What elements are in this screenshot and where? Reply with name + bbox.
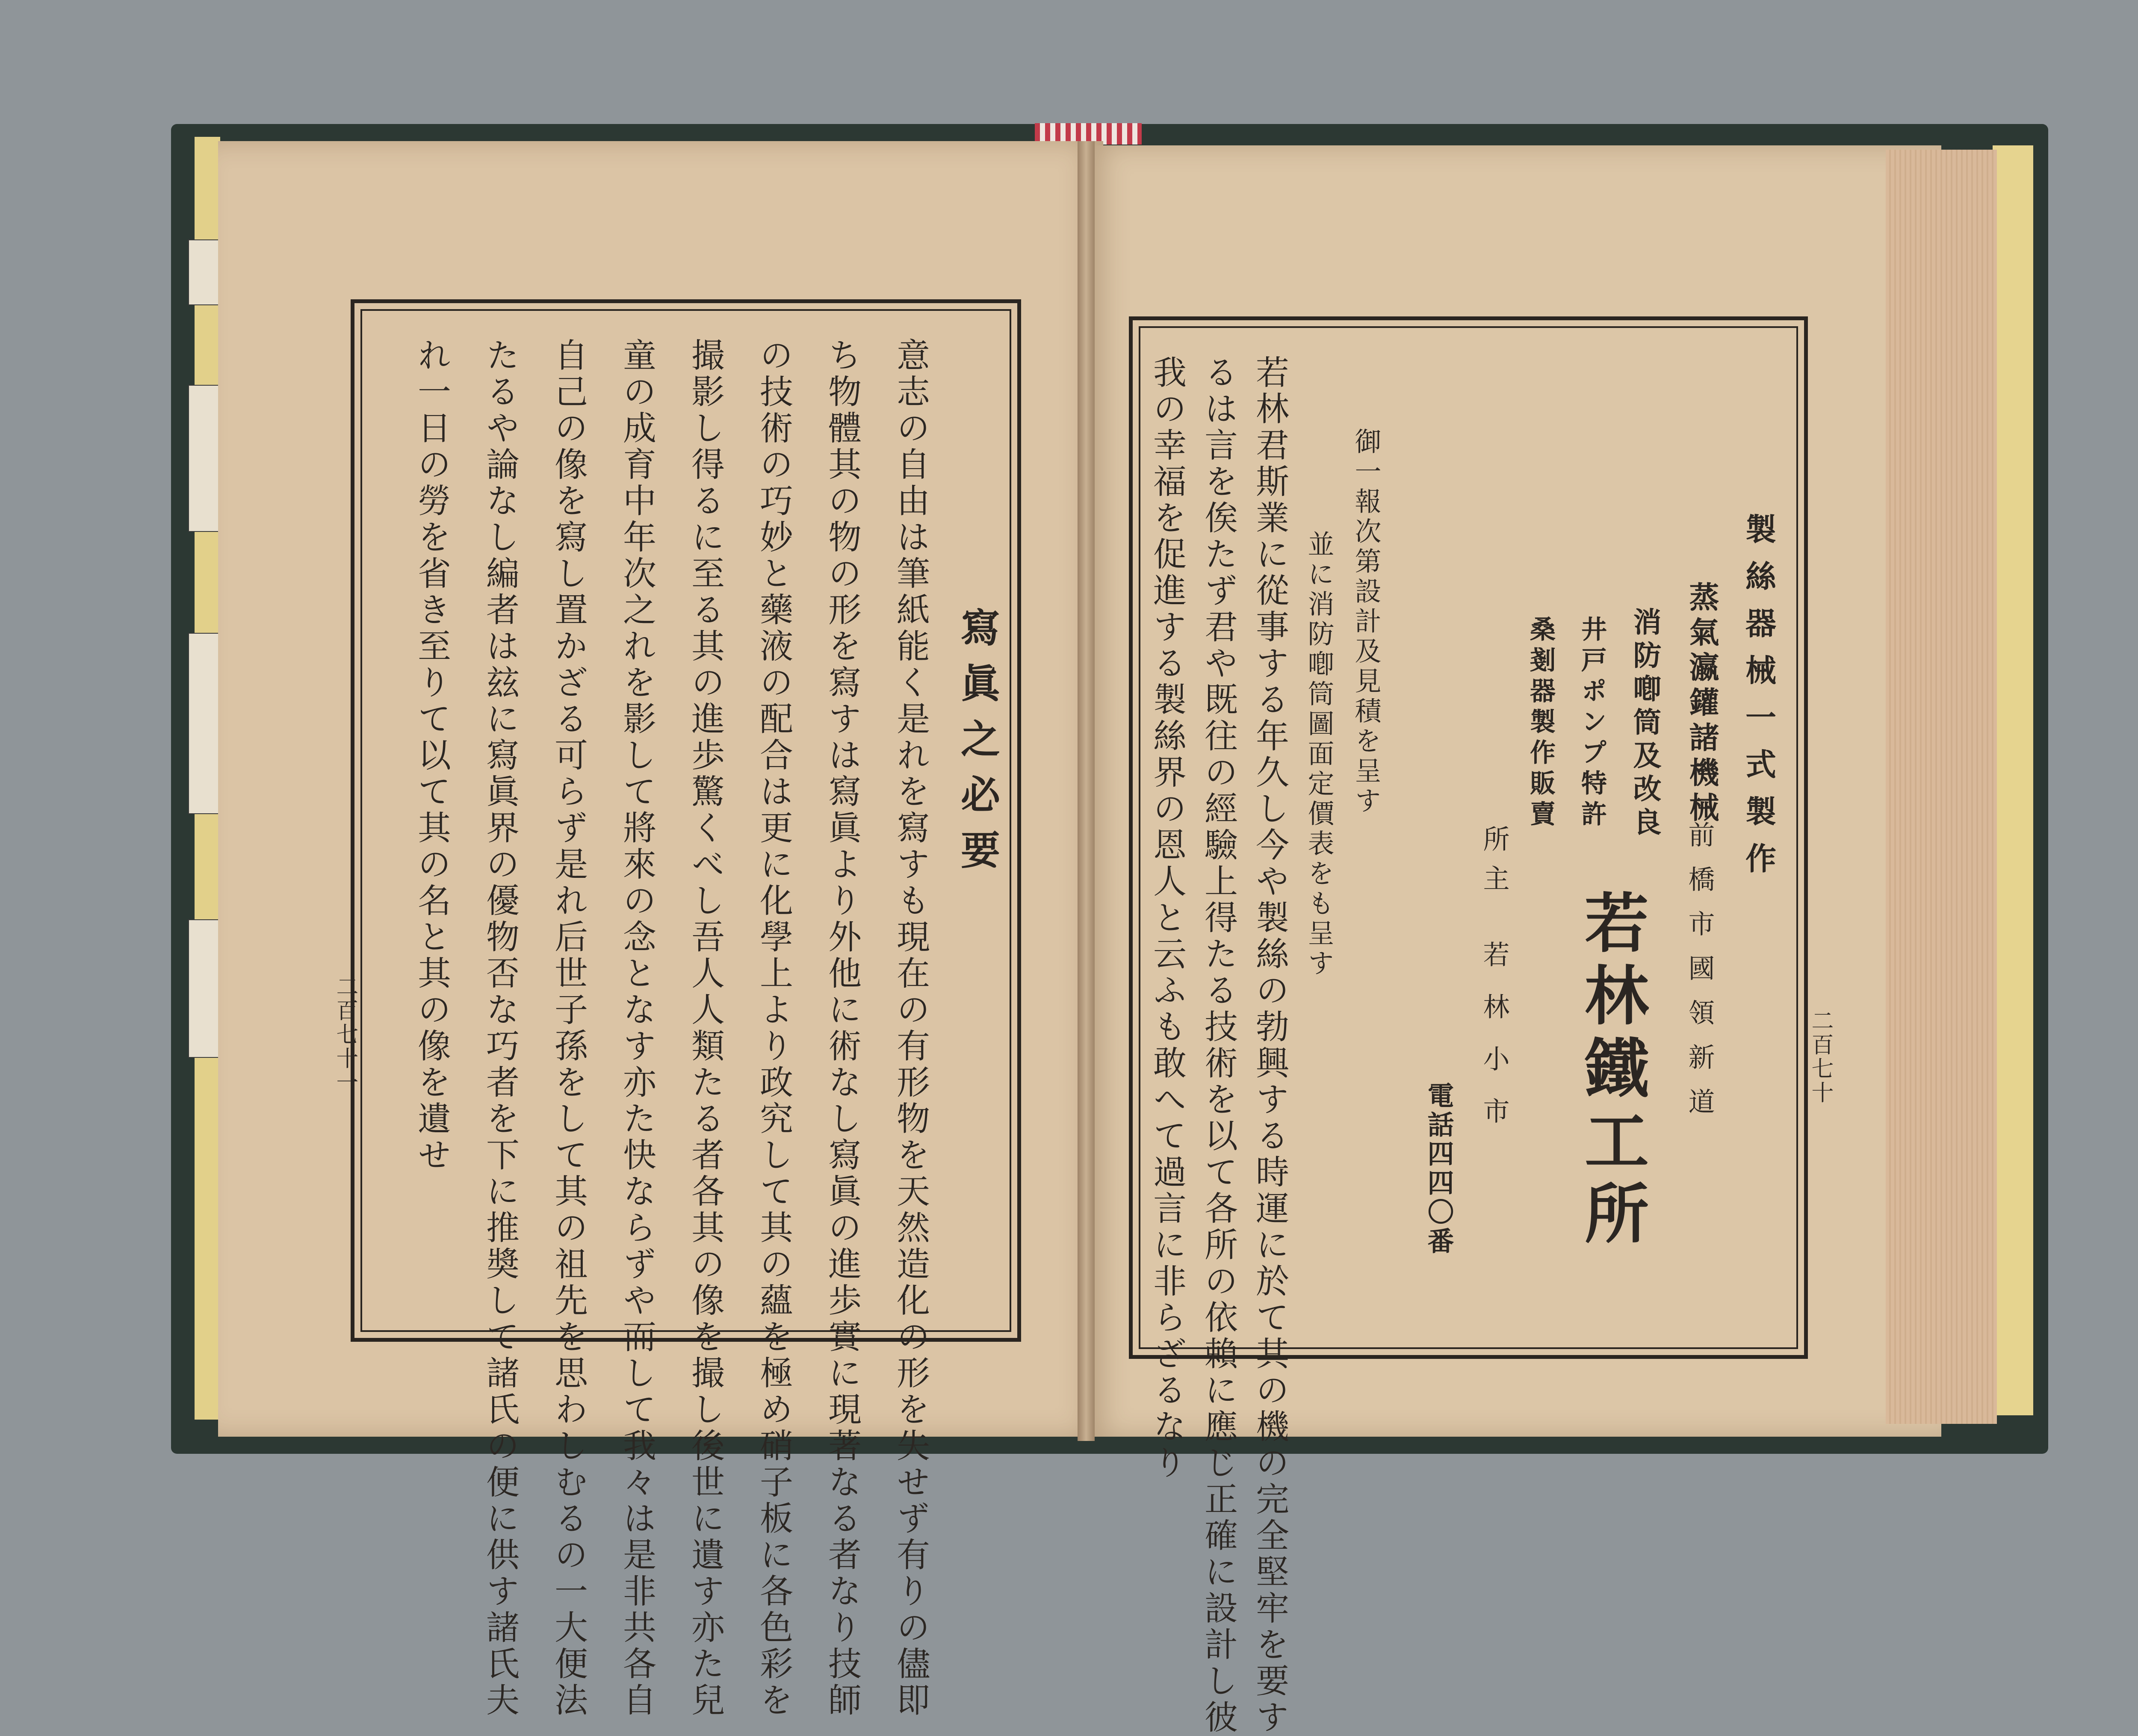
- body-column: 我の幸福を促進する製絲界の恩人と云ふも敢へて過言に非らざるなり: [1148, 355, 1186, 1482]
- section-heading: 寫眞之必要: [954, 607, 1001, 885]
- page-number-right: 二百七十: [1807, 1009, 1833, 1105]
- body-column: 若林君斯業に從事する年久し今や製絲の勃興する時運に於て其の機の完全堅牢を要す: [1250, 355, 1289, 1736]
- fore-edge: [1886, 150, 1997, 1424]
- product-line: 井戸ポンプ特許: [1577, 616, 1607, 831]
- page-tab: [188, 385, 222, 532]
- body-column: 撮影し得るに至る其の進歩驚くべし吾人人類たる者各其の像を撮し後世に遺す亦た兒: [686, 338, 724, 1719]
- page-number-left: 二百七十一: [332, 975, 358, 1095]
- page-tab: [188, 239, 222, 305]
- company-address: 前橋市國領新道: [1684, 821, 1715, 1132]
- owner-name: 若林小市: [1479, 941, 1510, 1149]
- body-column: の技術の巧妙と藥液の配合は更に化學上より政究して其の蘊を極め硝子板に各色彩を: [754, 338, 793, 1719]
- body-column: たるや論なし編者は玆に寫眞界の優物否な巧者を下に推奬して諸氏の便に供す諸氏夫: [481, 338, 519, 1719]
- product-line: 消防喞筒及改良: [1628, 607, 1662, 841]
- body-column: 自己の像を寫し置かざる可らず是れ后世子孫をして其の祖先を思わしむるの一大便法: [549, 338, 588, 1719]
- page-edge-right: [1993, 145, 2033, 1415]
- body-column: 童の成育中年次之れを影して將來の念となす亦た快ならずや而して我々は是非共各自: [617, 338, 656, 1719]
- product-line: 蒸氣瀛鑵諸機械: [1684, 582, 1720, 827]
- page-tab: [188, 919, 222, 1058]
- body-column: ち物體其の物の形を寫すは寫眞より外他に術なし寫眞の進歩實に現著なる者なり技師: [823, 338, 861, 1719]
- company-phone: 電話四四〇番: [1423, 1082, 1454, 1256]
- page-tab: [188, 633, 222, 814]
- notice-line: 御一報次第設計及見積を呈す: [1350, 428, 1382, 817]
- body-column: れ一日の勞を省き至りて以て其の名と其の像を遺せ: [412, 338, 451, 1174]
- company-name: 若林鐵工所: [1574, 889, 1649, 1253]
- product-line: 製絲器械一式製作: [1740, 513, 1777, 889]
- owner-label: 所主: [1479, 825, 1510, 904]
- notice-line: 並に消防喞筒圖面定價表をも呈す: [1303, 530, 1335, 979]
- body-column: 意志の自由は筆紙能く是れを寫すも現在の有形物を天然造化の形を失せず有りの儘即: [891, 338, 930, 1719]
- book-gutter: [1078, 141, 1095, 1441]
- product-line: 桑剗器製作販賣: [1526, 616, 1556, 831]
- body-column: るは言を俟たず君や既往の經驗上得たる技術を以て各所の依賴に應じ正確に設計し彼: [1199, 355, 1237, 1736]
